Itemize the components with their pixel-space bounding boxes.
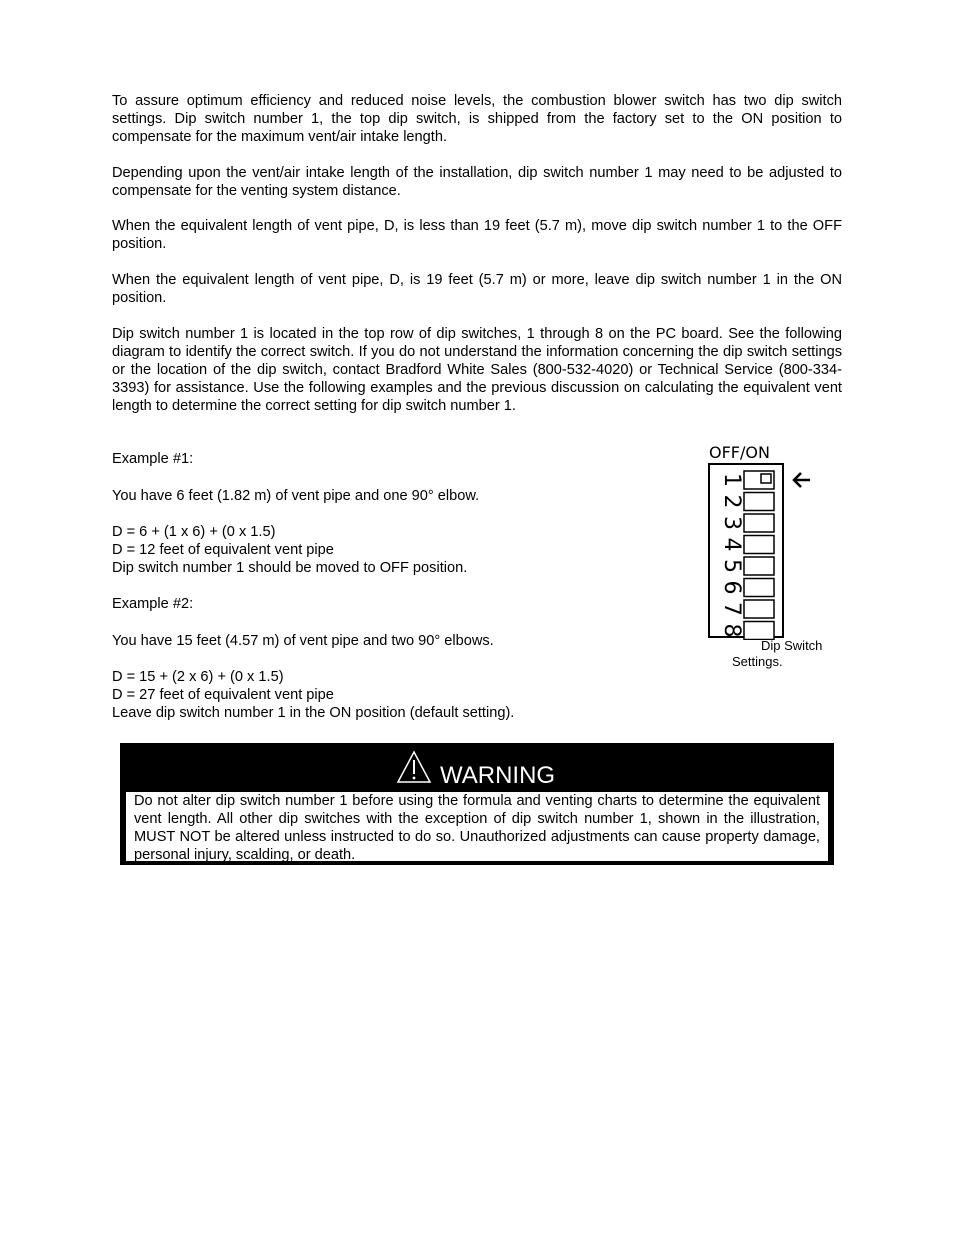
switch-box-3 [744, 514, 774, 532]
switch-1-toggle-on [761, 474, 771, 483]
caption-settings: Settings. [732, 654, 783, 669]
example-2-statement: You have 15 feet (4.57 m) of vent pipe and two 90° elbows. [112, 633, 494, 649]
example-2-conclusion: Leave dip switch number 1 in the ON position (default setting). [112, 705, 515, 721]
dip-switch-diagram [700, 440, 840, 680]
switch-number-7: 7 [719, 602, 744, 616]
switch-box-2 [744, 493, 774, 511]
dip-switch-illustration [700, 440, 840, 640]
example-2-result: D = 27 feet of equivalent vent pipe [112, 687, 334, 703]
switch-number-6: 6 [719, 580, 744, 595]
on-rule-paragraph: When the equivalent length of vent pipe, D, is 19 feet (5.7 m) or more, leave dip switch number 1 in the ON position. [112, 272, 842, 306]
example-1-statement: You have 6 feet (1.82 m) of vent pipe and one 90° elbow. [112, 488, 480, 504]
warning-box [120, 743, 834, 865]
switch-number-5: 5 [719, 559, 744, 573]
switch-number-2: 2 [719, 494, 744, 509]
switch-box-4 [744, 536, 774, 554]
example-2-formula: D = 15 + (2 x 6) + (0 x 1.5) [112, 669, 284, 685]
switch-number-3: 3 [719, 516, 744, 530]
off-rule-paragraph: When the equivalent length of vent pipe, D, is less than 19 feet (5.7 m), move dip switch number 1 to the OFF position. [112, 218, 842, 252]
warning-header [122, 745, 832, 790]
off-on-header: OFF/ON [709, 443, 770, 462]
intro-paragraph: To assure optimum efficiency and reduced noise levels, the combustion blower switch has two dip switch settings. Dip switch number 1, the top dip switch, is shipped from the factory set to the ON position to compensate for the maximum vent/air intake length. [112, 93, 842, 145]
switch-rows [719, 471, 774, 640]
example-1-title: Example #1: [112, 451, 194, 467]
switch-box-8 [744, 622, 774, 640]
switch-number-1: 1 [719, 473, 744, 487]
caption-dip-switch: Dip Switch [761, 638, 823, 653]
warning-text: Do not alter dip switch number 1 before using the formula and venting charts to determine the equivalent vent length. All other dip switches with the exception of dip switch number 1, shown in the illustration, MUST NOT be altered unless instructed to do so. Unauthorized adjustments can cause property damage, personal injury, scalding, or death. [124, 790, 830, 863]
switch-box-6 [744, 579, 774, 597]
example-1-result: D = 12 feet of equivalent vent pipe [112, 542, 334, 558]
example-1-formula: D = 6 + (1 x 6) + (0 x 1.5) [112, 524, 276, 540]
example-2-title: Example #2: [112, 596, 194, 612]
switch-number-8: 8 [719, 623, 744, 638]
left-arrow-icon [794, 473, 810, 487]
switch-number-4: 4 [719, 537, 744, 552]
warning-triangle-icon [396, 750, 432, 784]
switch-box-7 [744, 600, 774, 618]
location-paragraph: Dip switch number 1 is located in the top row of dip switches, 1 through 8 on the PC board. See the following diagram to identify the correct switch. If you do not understand the information concerning the dip switch settings or the location of the dip switch, contact Bradford White Sales (800-532-4020) or Technical Service (800-334-3393) for assistance. Use the following examples and the previous discussion on calculating the equivalent vent length to determine the correct setting for dip switch number 1. [112, 326, 842, 414]
warning-title: WARNING [440, 762, 556, 789]
switch-box-5 [744, 557, 774, 575]
example-1-conclusion: Dip switch number 1 should be moved to OFF position. [112, 560, 468, 576]
adjust-paragraph: Depending upon the vent/air intake length of the installation, dip switch number 1 may need to be adjusted to compensate for the venting system distance. [112, 165, 842, 199]
